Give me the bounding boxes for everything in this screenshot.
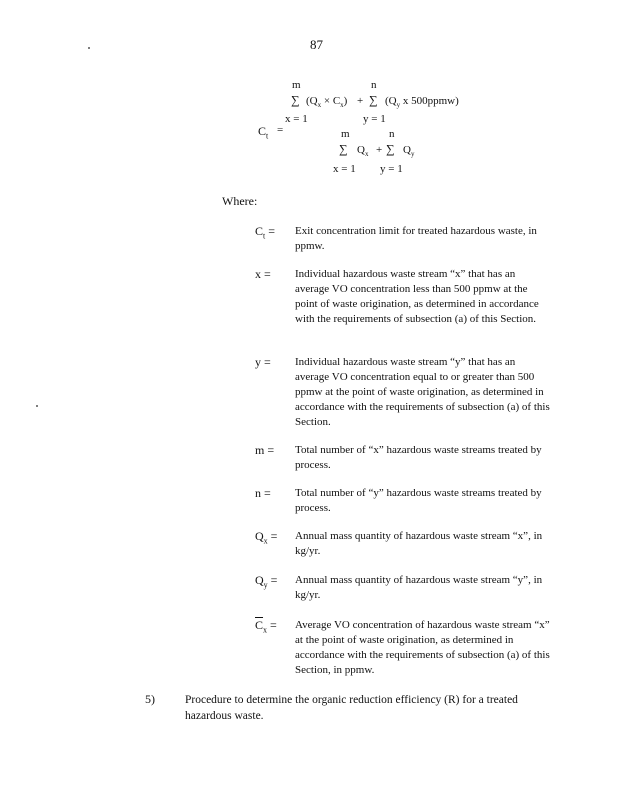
eq-num-term2: ($Q_y$ x 500ppmw)	[385, 95, 459, 110]
eq-equals: =	[277, 124, 284, 136]
eq-den-q2: $Q_y$	[403, 144, 415, 159]
eq-num-term1: $(Q_x \times C_x)$	[306, 95, 348, 110]
definition-symbol: x =	[255, 267, 271, 281]
eq-den-top-limit-x: m	[341, 128, 350, 140]
eq-den-bottom-limit-y: y = 1	[380, 163, 403, 175]
item-5-text: Procedure to determine the organic reduction efficiency (R) for a treated hazardous waste.	[185, 694, 518, 722]
page-number: 87	[310, 37, 323, 52]
eq-lhs: $C_t$	[258, 124, 269, 141]
eq-den-top-limit-y: n	[389, 128, 395, 140]
scan-speck-1	[88, 47, 90, 49]
eq-lhs-sub: t	[266, 131, 269, 141]
definition-symbol: $Q_y$ =	[255, 573, 278, 590]
eq-num-sum2: ∑	[369, 93, 378, 107]
c-bar-symbol: $\overline{C}$	[255, 618, 264, 632]
scan-speck-2	[36, 405, 38, 407]
definition-symbol: m =	[255, 443, 275, 457]
eq-num-bottom-limit-x: x = 1	[285, 113, 308, 125]
definition-symbol: $Q_x$ =	[255, 529, 278, 546]
definition-text: Individual hazardous waste stream “x” that has an average VO concentration less than 500 ppmw at the point of waste origination, as determined in accordance with the requirements of subsection (a) of this Section.	[295, 268, 539, 325]
definition-text: Annual mass quantity of hazardous waste stream “x”, in kg/yr.	[295, 530, 543, 557]
eq-num-top-limit-x: m	[292, 79, 301, 91]
where-label: Where:	[222, 194, 258, 208]
eq-den-sum2: ∑	[386, 142, 395, 156]
definition-text: Annual mass quantity of hazardous waste stream “y”, in kg/yr.	[295, 574, 543, 601]
eq-num-bottom-limit-y: y = 1	[363, 113, 386, 125]
eq-num-top-limit-y: n	[371, 79, 377, 91]
eq-den-plus: +	[376, 144, 383, 156]
definition-text: Individual hazardous waste stream “y” that has an average VO concentration equal to or greater than 500 ppmw at the point of waste origination, as determined in accordance with the requirements of subsection (a) of this Section.	[295, 356, 550, 428]
eq-den-q1: $Q_x$	[357, 144, 369, 159]
definition-symbol: n =	[255, 486, 271, 500]
definition-symbol: $\overline{C}_x$ =	[255, 618, 277, 635]
definition-text: Total number of “x” hazardous waste streams treated by process.	[295, 444, 542, 471]
eq-den-sum1: ∑	[339, 142, 348, 156]
eq-num-plus: +	[357, 95, 364, 107]
definition-text: Total number of “y” hazardous waste streams treated by process.	[295, 487, 542, 514]
definition-symbol: y =	[255, 355, 271, 369]
eq-den-bottom-limit-x: x = 1	[333, 163, 356, 175]
definition-symbol: $C_t$ =	[255, 224, 276, 241]
item-5-number: 5)	[145, 692, 155, 706]
definition-text: Average VO concentration of hazardous waste stream “x” at the point of waste origination, as determined in accordance with the requirements of subsection (a) of this Section, in ppmw.	[295, 619, 550, 676]
definition-text: Exit concentration limit for treated hazardous waste, in ppmw.	[295, 225, 537, 252]
eq-num-sum1: ∑	[291, 93, 300, 107]
